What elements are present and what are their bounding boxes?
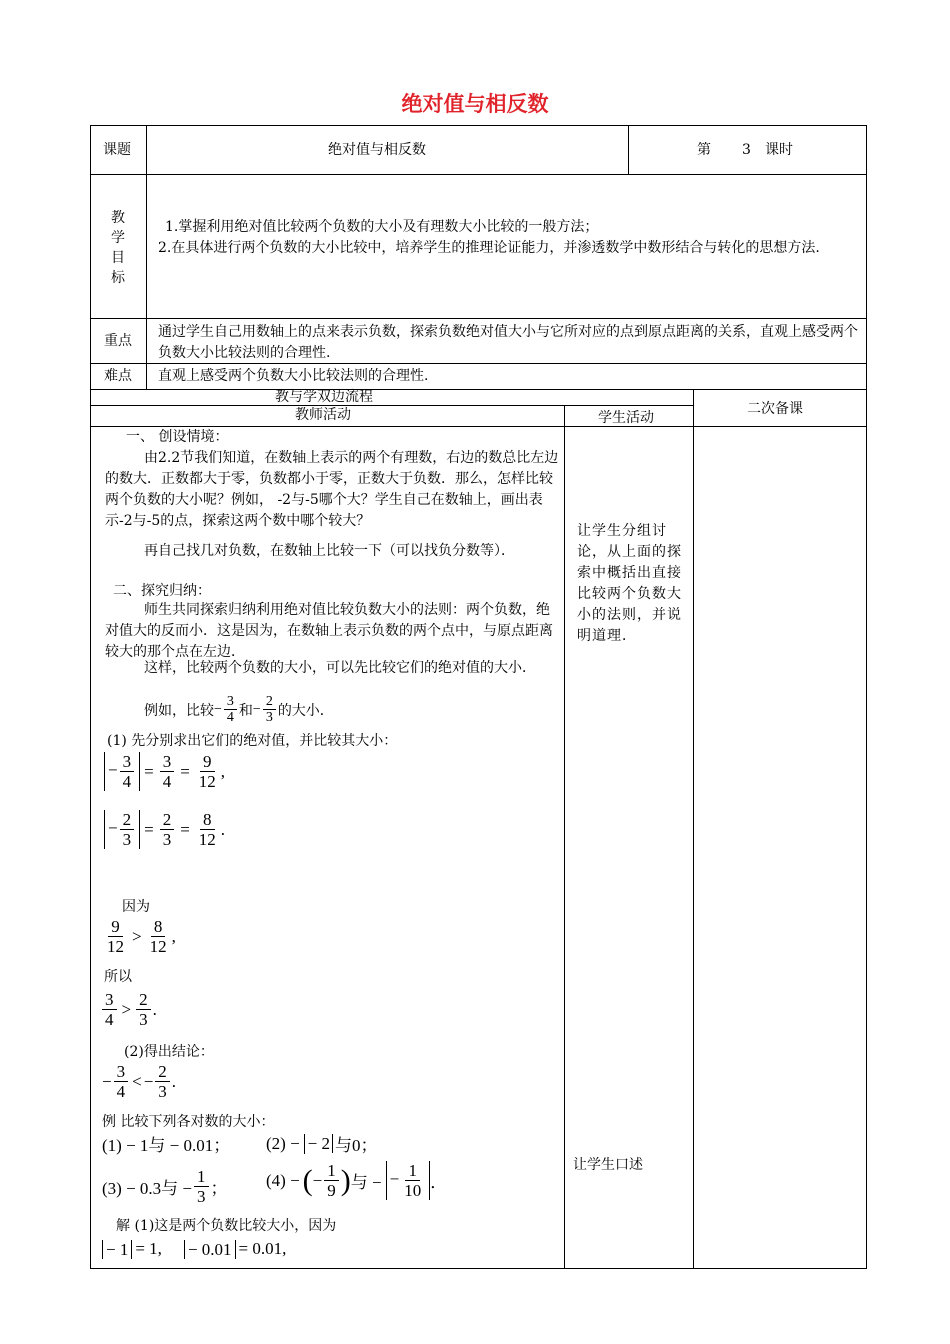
example-2-item-1: (1) − 1与 − 0.01； xyxy=(102,1136,231,1155)
example-2-title: 例 比较下列各对数的大小： xyxy=(102,1114,275,1130)
example-2-item-4: (4) − ( − $\frac{1}{9}$ ) 与 − − $\frac{1}{10}$ ． xyxy=(266,1161,448,1200)
period-prefix: 第 xyxy=(697,142,711,158)
period-suffix: 课时 xyxy=(765,142,793,158)
topic-label: 课题 xyxy=(103,142,131,158)
compare-2: $\frac{3}{4}$ > $\frac{2}{3}$ . xyxy=(100,990,157,1029)
page-title: 绝对值与相反数 xyxy=(401,92,549,116)
section-1-title: 一、 创设情境： xyxy=(126,429,229,445)
example-line: 例如，比较 − $\frac{3}{4}$ 和 − $\frac{2}{3}$ 的大小． xyxy=(144,694,334,725)
solution-1: 解 (1)这是两个负数比较大小，因为 xyxy=(116,1218,337,1234)
step-1: (1) 先分别求出它们的绝对值，并比较其大小： xyxy=(107,733,398,749)
goals-label-4: 标 xyxy=(111,270,125,286)
because-label: 因为 xyxy=(122,899,150,915)
goals-label-2: 学 xyxy=(111,230,125,246)
student-activity-2: 让学生口述 xyxy=(573,1157,643,1173)
abs-equation-2: − $\frac{2}{3}$ = $\frac{2}{3}$ = $\frac{8}{12}$ . xyxy=(104,810,225,849)
student-activity-1: 让学生分组讨论，从上面的探索中概括出直接比较两个负数大小的法则，并说明道理． xyxy=(577,523,682,644)
goals-label-1: 教 xyxy=(111,210,125,226)
section-2-paragraph-1: 师生共同探索归纳利用绝对值比较负数大小的法则：两个负数，绝对值大的反而小．这是因为，在数轴上表示负数的两个点中，与原点距离较大的那个点在左边． xyxy=(105,602,553,660)
section-2-title: 二、探究归纳： xyxy=(113,583,211,599)
goals-label-3: 目 xyxy=(111,250,125,266)
flow-header: 教与学双边流程 xyxy=(275,389,373,405)
difficulty-text: 直观上感受两个负数大小比较法则的合理性. xyxy=(158,368,429,384)
goal-item-2: 2.在具体进行两个负数的大小比较中，培养学生的推理论证能力，并渗透数学中数形结合与转化的思想方法. xyxy=(158,240,820,256)
example-2-item-3: (3) − 0.3与 − $\frac{1}{3}$ ； xyxy=(102,1167,228,1206)
teacher-activity-header: 教师活动 xyxy=(295,407,351,423)
topic-value: 绝对值与相反数 xyxy=(328,142,426,158)
section-2-paragraph-2: 这样，比较两个负数的大小，可以先比较它们的绝对值的大小． xyxy=(144,660,536,676)
key-point-label: 重点 xyxy=(104,333,132,349)
key-point-text: 通过学生自己用数轴上的点来表示负数，探索负数绝对值大小与它所对应的点到原点距离的关系，直观上感受两个负数大小比较法则的合理性. xyxy=(158,324,858,361)
student-activity-header: 学生活动 xyxy=(598,410,654,426)
difficulty-label: 难点 xyxy=(104,368,132,384)
so-label: 所以 xyxy=(104,969,132,985)
conclusion: − $\frac{3}{4}$ < − $\frac{2}{3}$ . xyxy=(102,1062,177,1101)
second-prep-header: 二次备课 xyxy=(747,401,803,417)
period-number: 3 xyxy=(742,142,751,158)
step-2: (2)得出结论： xyxy=(124,1044,214,1060)
example-2-item-2: (2) − − 2 与0； xyxy=(266,1133,378,1155)
goal-item-1: 1.掌握利用绝对值比较两个负数的大小及有理数大小比较的一般方法； xyxy=(165,219,599,235)
solution-1-equation: − 1 = 1, − 0.01 = 0.01, xyxy=(102,1239,286,1259)
compare-1: $\frac{9}{12}$ > $\frac{8}{12}$ , xyxy=(107,917,176,956)
abs-equation-1: − $\frac{3}{4}$ = $\frac{3}{4}$ = $\frac{9}{12}$ , xyxy=(104,752,225,791)
section-1-paragraph-2: 再自己找几对负数，在数轴上比较一下（可以找负分数等）． xyxy=(144,543,515,559)
section-1-paragraph-1: 由2.2节我们知道，在数轴上表示的两个有理数，右边的数总比左边的数大．正数都大于零，负数都小于零，正数大于负数．那么，怎样比较两个负数的大小呢？例如， -2与-5哪个大？学生自己在数轴上，画出表示-2与-5的点，探索这两个数中哪个较大？ xyxy=(105,450,559,529)
